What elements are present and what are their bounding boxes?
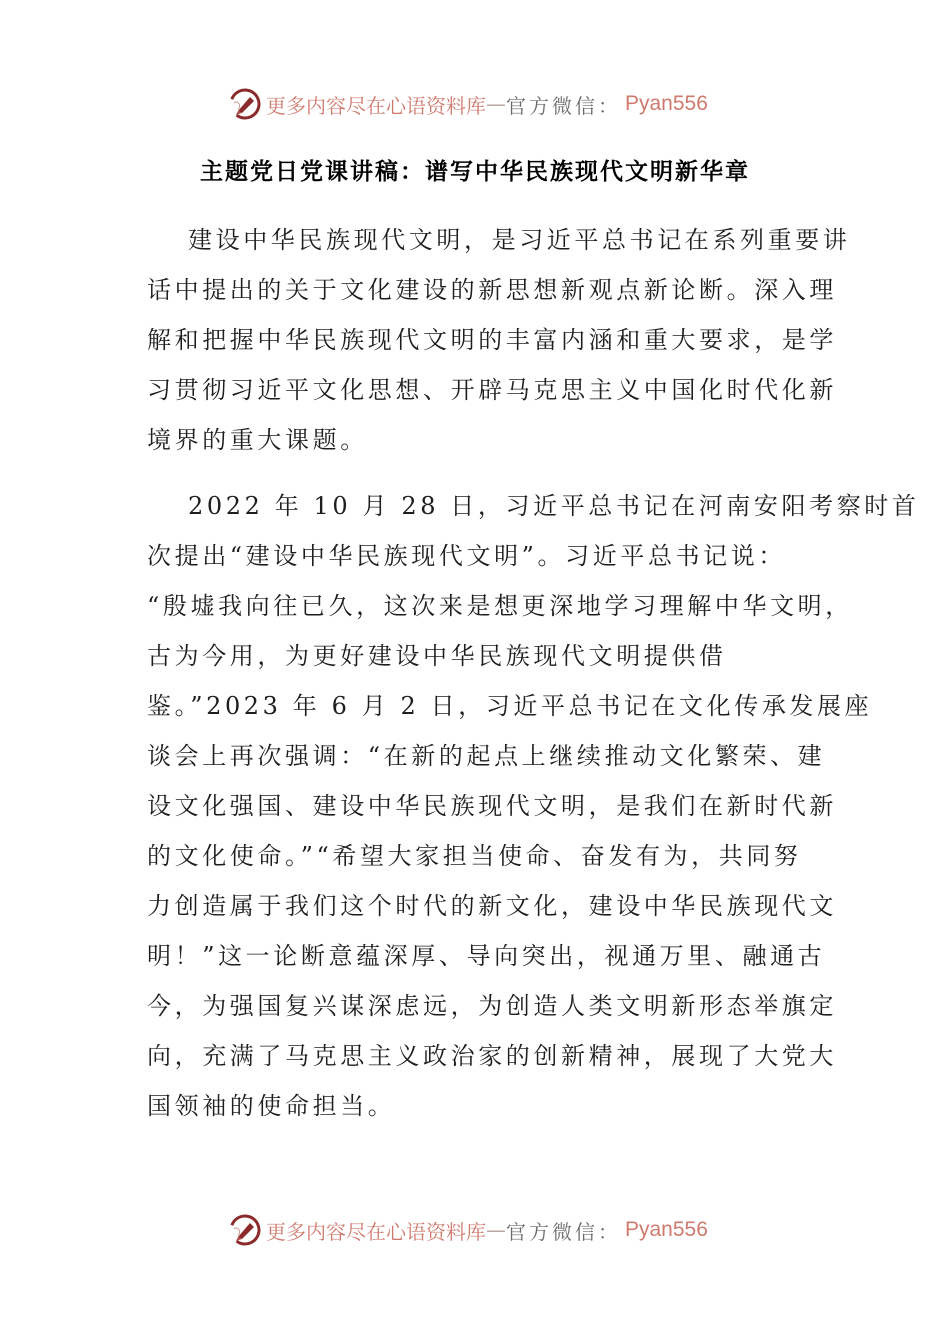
paragraph-line: 明！”这一论断意蕴深厚、导向突出，视通万里、融通古 (147, 942, 826, 970)
paragraph-line: 今，为强国复兴谋深虑远，为创造人类文明新形态举旗定 (147, 992, 837, 1020)
paragraph-line: 2022 年 10 月 28 日，习近平总书记在河南安阳考察时首 (188, 492, 920, 520)
paragraph-line: 鉴。”2023 年 6 月 2 日，习近平总书记在文化传承发展座 (147, 692, 873, 720)
watermark-main-text: 更多内容尽在心语资料库 (266, 93, 486, 118)
watermark-official-label: 官方微信： (506, 1219, 621, 1244)
watermark-official-label: 官方微信： (506, 93, 621, 118)
paragraph-line: “殷墟我向往已久，这次来是想更深地学习理解中华文明， (147, 592, 853, 620)
paragraph-line: 次提出“建设中华民族现代文明”。习近平总书记说： (147, 542, 786, 570)
watermark-wechat-id: Pyan556 (625, 92, 708, 115)
paragraph-line: 的文化使命。”“希望大家担当使命、奋发有为，共同努 (147, 842, 802, 870)
paragraph-line: 建设中华民族现代文明，是习近平总书记在系列重要讲 (188, 226, 851, 254)
paragraph-1 (147, 215, 851, 465)
paragraph-line: 力创造属于我们这个时代的新文化，建设中华民族现代文 (147, 892, 837, 920)
paragraph-line: 境界的重大课题。 (147, 426, 368, 454)
watermark-header (228, 86, 728, 122)
paragraph-line: 向，充满了马克思主义政治家的创新精神，展现了大党大 (147, 1042, 837, 1070)
document-title: 主题党日党课讲稿：谱写中华民族现代文明新华章 (200, 159, 750, 185)
watermark-wechat-id: Pyan556 (625, 1218, 708, 1241)
paragraph-line: 解和把握中华民族现代文明的丰富内涵和重大要求，是学 (147, 326, 837, 354)
watermark-footer (228, 1212, 728, 1248)
paragraph-line: 国领袖的使命担当。 (147, 1092, 396, 1120)
paragraph-line: 谈会上再次强调：“在新的起点上继续推动文化繁荣、建 (147, 742, 826, 770)
watermark-dash: — (486, 92, 506, 116)
watermark-main-text: 更多内容尽在心语资料库 (266, 1219, 486, 1244)
pen-nib-logo-icon (228, 1213, 262, 1247)
paragraph-line: 话中提出的关于文化建设的新思想新观点新论断。深入理 (147, 276, 837, 304)
paragraph-2 (147, 481, 920, 1131)
pen-nib-logo-icon (228, 87, 262, 121)
paragraph-line: 设文化强国、建设中华民族现代文明，是我们在新时代新 (147, 792, 837, 820)
paragraph-line: 古为今用，为更好建设中华民族现代文明提供借 (147, 642, 727, 670)
watermark-dash: — (486, 1218, 506, 1242)
paragraph-line: 习贯彻习近平文化思想、开辟马克思主义中国化时代化新 (147, 376, 837, 404)
